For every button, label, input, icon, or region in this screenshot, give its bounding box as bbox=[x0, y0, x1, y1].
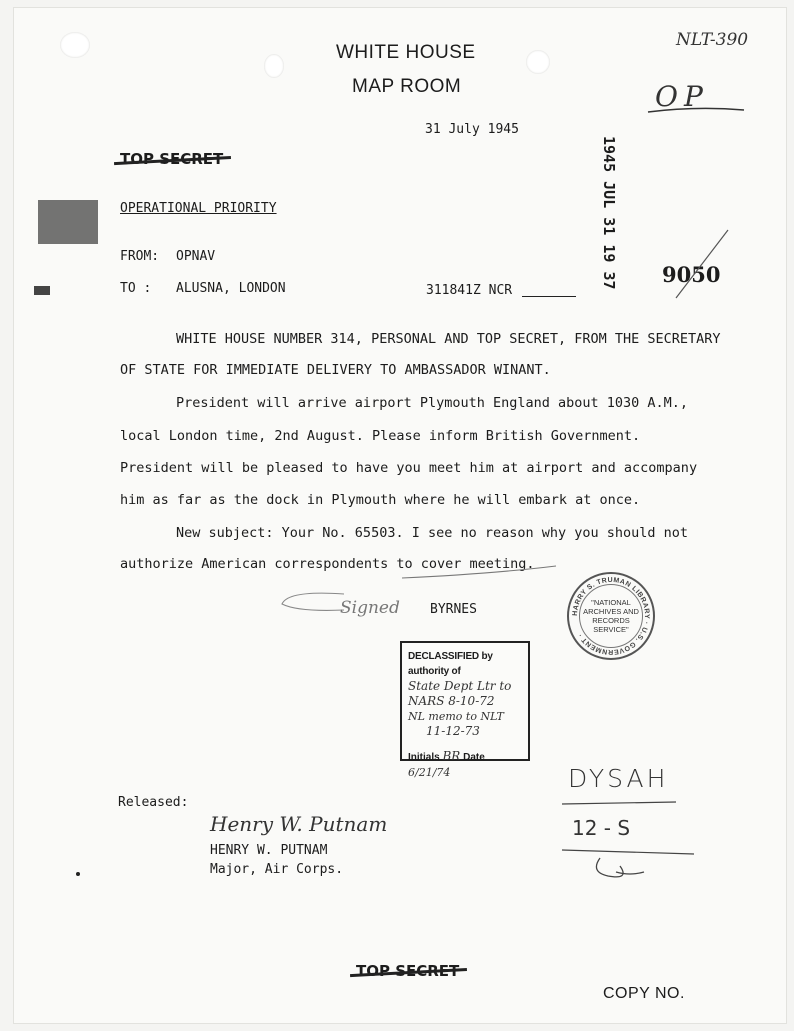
declass-line: NL memo to NLT bbox=[408, 710, 504, 723]
op-underline bbox=[646, 104, 746, 116]
declassified-stamp bbox=[400, 641, 530, 779]
releasing-officer-name: HENRY W. PUTNAM bbox=[210, 843, 328, 858]
seal-center-text: "NATIONAL ARCHIVES AND RECORDS SERVICE" bbox=[583, 598, 639, 634]
punch-hole bbox=[264, 54, 284, 78]
letterhead-line-1: WHITE HOUSE bbox=[336, 42, 476, 63]
declass-line: NARS 8-10-72 bbox=[408, 694, 495, 708]
serial-number: 9050 bbox=[662, 262, 721, 287]
body-line: President will arrive airport Plymouth England about 1030 A.M., bbox=[176, 395, 689, 411]
op-mark: OP bbox=[655, 80, 709, 113]
classification-bottom: TOP SECRET bbox=[356, 962, 460, 980]
to-value: ALUSNA, LONDON bbox=[176, 281, 286, 296]
code-underline bbox=[560, 798, 680, 808]
punch-hole bbox=[526, 50, 550, 74]
ink-dot bbox=[76, 872, 80, 876]
from-value: OPNAV bbox=[176, 249, 216, 264]
body-line: President will be pleased to have you meet him at airport and accompany bbox=[120, 460, 698, 476]
signed-handwritten: Signed bbox=[340, 598, 400, 618]
dtg-underline bbox=[522, 296, 576, 297]
body-line: local London time, 2nd August. Please inform British Government. bbox=[120, 428, 641, 444]
smudge-mark bbox=[34, 286, 50, 295]
to-label: TO : bbox=[120, 281, 152, 296]
declass-line: 11-12-73 bbox=[426, 724, 480, 738]
signatory-name: BYRNES bbox=[430, 602, 477, 617]
handwritten-scribble bbox=[560, 842, 700, 882]
signature-flourish bbox=[278, 588, 348, 614]
check-mark bbox=[672, 226, 732, 302]
declass-title: DECLASSIFIED by authority of bbox=[408, 651, 493, 677]
body-line: WHITE HOUSE NUMBER 314, PERSONAL AND TOP SECRET, FROM THE SECRETARY bbox=[176, 331, 721, 347]
handwritten-code: DYSAH bbox=[568, 764, 669, 793]
declass-line: State Dept Ltr to bbox=[408, 679, 512, 693]
releasing-officer-rank: Major, Air Corps. bbox=[210, 862, 344, 877]
body-line: him as far as the dock in Plymouth where he will embark at once. bbox=[120, 492, 641, 508]
handwritten-number: 12 - S bbox=[572, 816, 631, 840]
declass-initials-row: Initials BR Date 6/21/74 bbox=[408, 749, 485, 779]
priority-label: OPERATIONAL PRIORITY bbox=[120, 201, 277, 216]
body-line: authorize American correspondents to cover meeting. bbox=[120, 556, 535, 572]
body-line: New subject: Your No. 65503. I see no reason why you should not bbox=[176, 525, 689, 541]
punch-hole bbox=[60, 32, 90, 58]
letterhead-line-2: MAP ROOM bbox=[352, 76, 462, 97]
reference-number: NLT-390 bbox=[676, 30, 749, 50]
message-date: 31 July 1945 bbox=[425, 122, 519, 137]
copy-number-label: COPY NO. bbox=[603, 985, 685, 1002]
received-time-stamp: 1945 JUL 31 19 37 bbox=[600, 136, 618, 290]
seal-ring-text: HARRY S. TRUMAN LIBRARY · U.S. GOVERNMENT · bbox=[571, 576, 651, 656]
tape-shadow bbox=[38, 200, 98, 244]
date-time-group: 311841Z NCR bbox=[426, 283, 513, 298]
body-line: OF STATE FOR IMMEDIATE DELIVERY TO AMBASSADOR WINANT. bbox=[120, 362, 551, 378]
from-label: FROM: bbox=[120, 249, 160, 264]
classification-top: TOP SECRET bbox=[120, 150, 224, 168]
releasing-officer-signature: Henry W. Putnam bbox=[210, 812, 388, 836]
pen-stroke bbox=[400, 560, 560, 584]
released-label: Released: bbox=[118, 795, 189, 810]
archives-seal bbox=[567, 572, 655, 660]
